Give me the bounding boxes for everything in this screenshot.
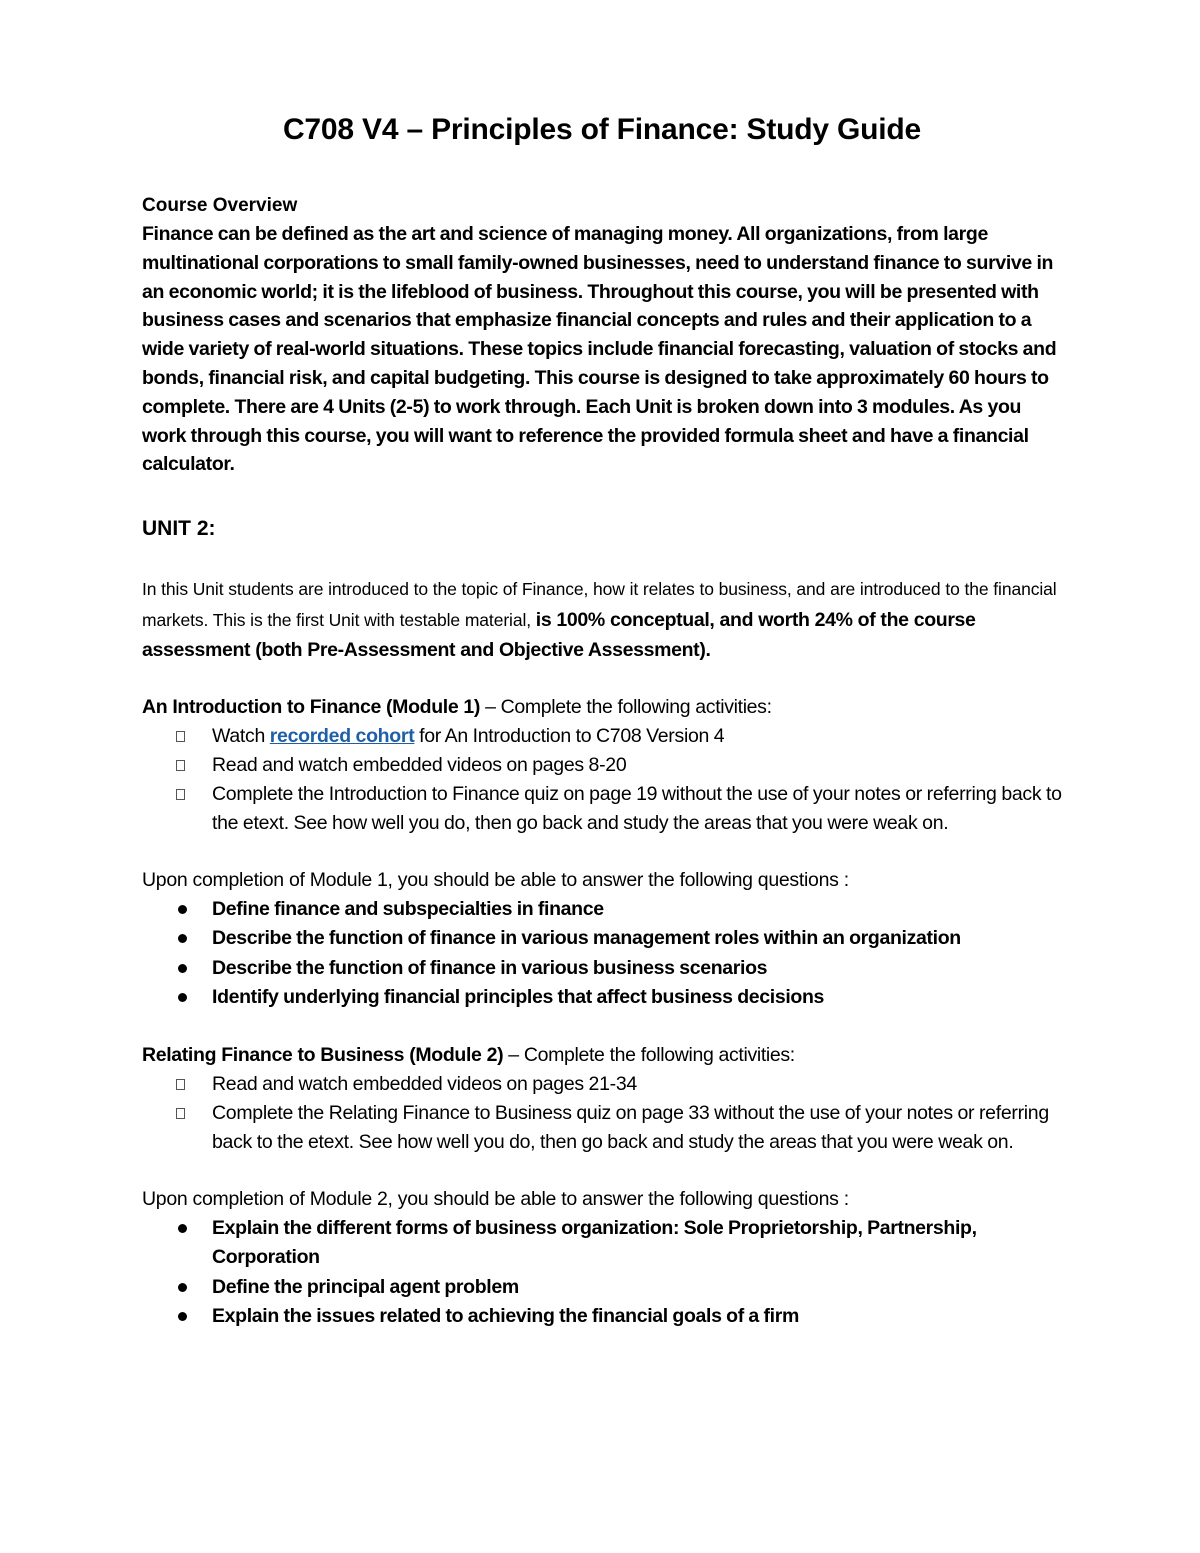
checkbox-icon [176,1079,185,1090]
question-item [142,895,1062,925]
checkbox-icon [176,1108,185,1119]
bullet-icon [178,905,187,914]
study-guide-page [142,108,1062,1360]
question-text: Define the principal agent problem [212,1275,519,1298]
question-item [142,1273,1062,1303]
activity-text: Read and watch embedded videos on pages 21-34 [212,1072,637,1095]
checkbox-icon [176,760,185,771]
module-1-heading [142,693,1062,722]
bullet-icon [178,993,187,1002]
module-1-activities [142,722,1062,838]
bullet-icon [178,1224,187,1233]
course-overview-heading: Course Overview [142,195,298,216]
checkbox-icon [176,731,185,742]
module-2-instruction: – Complete the following activities: [503,1043,795,1066]
question-item [142,954,1062,984]
question-text: Describe the function of finance in various business scenarios [212,956,768,979]
module-2-questions [142,1214,1062,1332]
unit-2-intro-emphasis: is 100% conceptual, and worth 24% of the course assessment (both Pre-Assessment and Objective Assessment). [142,608,976,662]
question-text: Define finance and subspecialties in finance [212,897,604,920]
module-1-questions [142,895,1062,1013]
activity-item [142,1099,1062,1157]
question-item [142,983,1062,1013]
activity-text-prefix: Watch [212,724,270,747]
unit-2-intro-text: In this Unit students are introduced to the topic of Finance, how it relates to business, and are introduced to the financial markets. This is the first Unit with testable material, [142,579,1057,630]
question-item [142,1302,1062,1332]
question-item [142,924,1062,954]
activity-item [142,1070,1062,1099]
module-2-title: Relating Finance to Business (Module 2) [142,1043,504,1066]
activity-text: Read and watch embedded videos on pages 8-20 [212,753,627,776]
page-title: C708 V4 – Principles of Finance: Study Guide [282,113,922,146]
question-text: Explain the different forms of business organization: Sole Proprietorship, Partnership, Corporation [212,1216,977,1269]
recorded-cohort-link[interactable]: recorded cohort [269,724,415,747]
module-1-questions-heading: Upon completion of Module 1, you should be able to answer the following questions : [142,868,849,891]
bullet-icon [178,934,187,943]
question-text: Describe the function of finance in various management roles within an organization [212,927,961,950]
activity-text: Complete the Introduction to Finance quiz on page 19 without the use of your notes or referring back to the etext. See how well you do, then go back and study the areas that you were weak on. [212,782,1062,834]
course-overview-text: Finance can be defined as the art and science of managing money. All organizations, from large multinational corporations to small family-owned businesses, need to understand finance to survive in an economic world; it is the lifeblood of business. Throughout this course, you will be presented with business cases and scenarios that emphasize financial concepts and rules and their application to a wide variety of real-world situations. These topics include financial forecasting, valuation of stocks and bonds, financial risk, and capital budgeting. This course is designed to take approximately 60 hours to complete. There are 4 Units (2-5) to work through. Each Unit is broken down into 3 modules. As you work through this course, you will want to reference the provided formula sheet and have a financial calculator. [142,223,1057,476]
unit-2-intro [142,575,1062,667]
module-2-questions-heading: Upon completion of Module 2, you should be able to answer the following questions : [142,1187,849,1210]
module-2-heading [142,1041,1062,1070]
activity-item [142,780,1062,838]
activity-item [142,722,1062,751]
unit-2-section [142,513,1062,1332]
checkbox-icon [176,789,185,800]
bullet-icon [178,1312,187,1321]
activity-item [142,751,1062,780]
question-text: Identify underlying financial principles that affect business decisions [212,986,825,1009]
activity-text-suffix: for An Introduction to C708 Version 4 [414,724,725,747]
module-2-activities [142,1070,1062,1157]
unit-2-heading: UNIT 2: [142,517,216,541]
course-overview-section [142,192,1062,479]
bullet-icon [178,964,187,973]
module-1-instruction: – Complete the following activities: [480,695,772,718]
module-1-title: An Introduction to Finance (Module 1) [142,695,481,718]
bullet-icon [178,1283,187,1292]
activity-text: Complete the Relating Finance to Business quiz on page 33 without the use of your notes or referring back to the etext. See how well you do, then go back and study the areas that you were weak on. [212,1101,1049,1153]
question-item [142,1214,1062,1273]
question-text: Explain the issues related to achieving the financial goals of a firm [212,1305,799,1328]
